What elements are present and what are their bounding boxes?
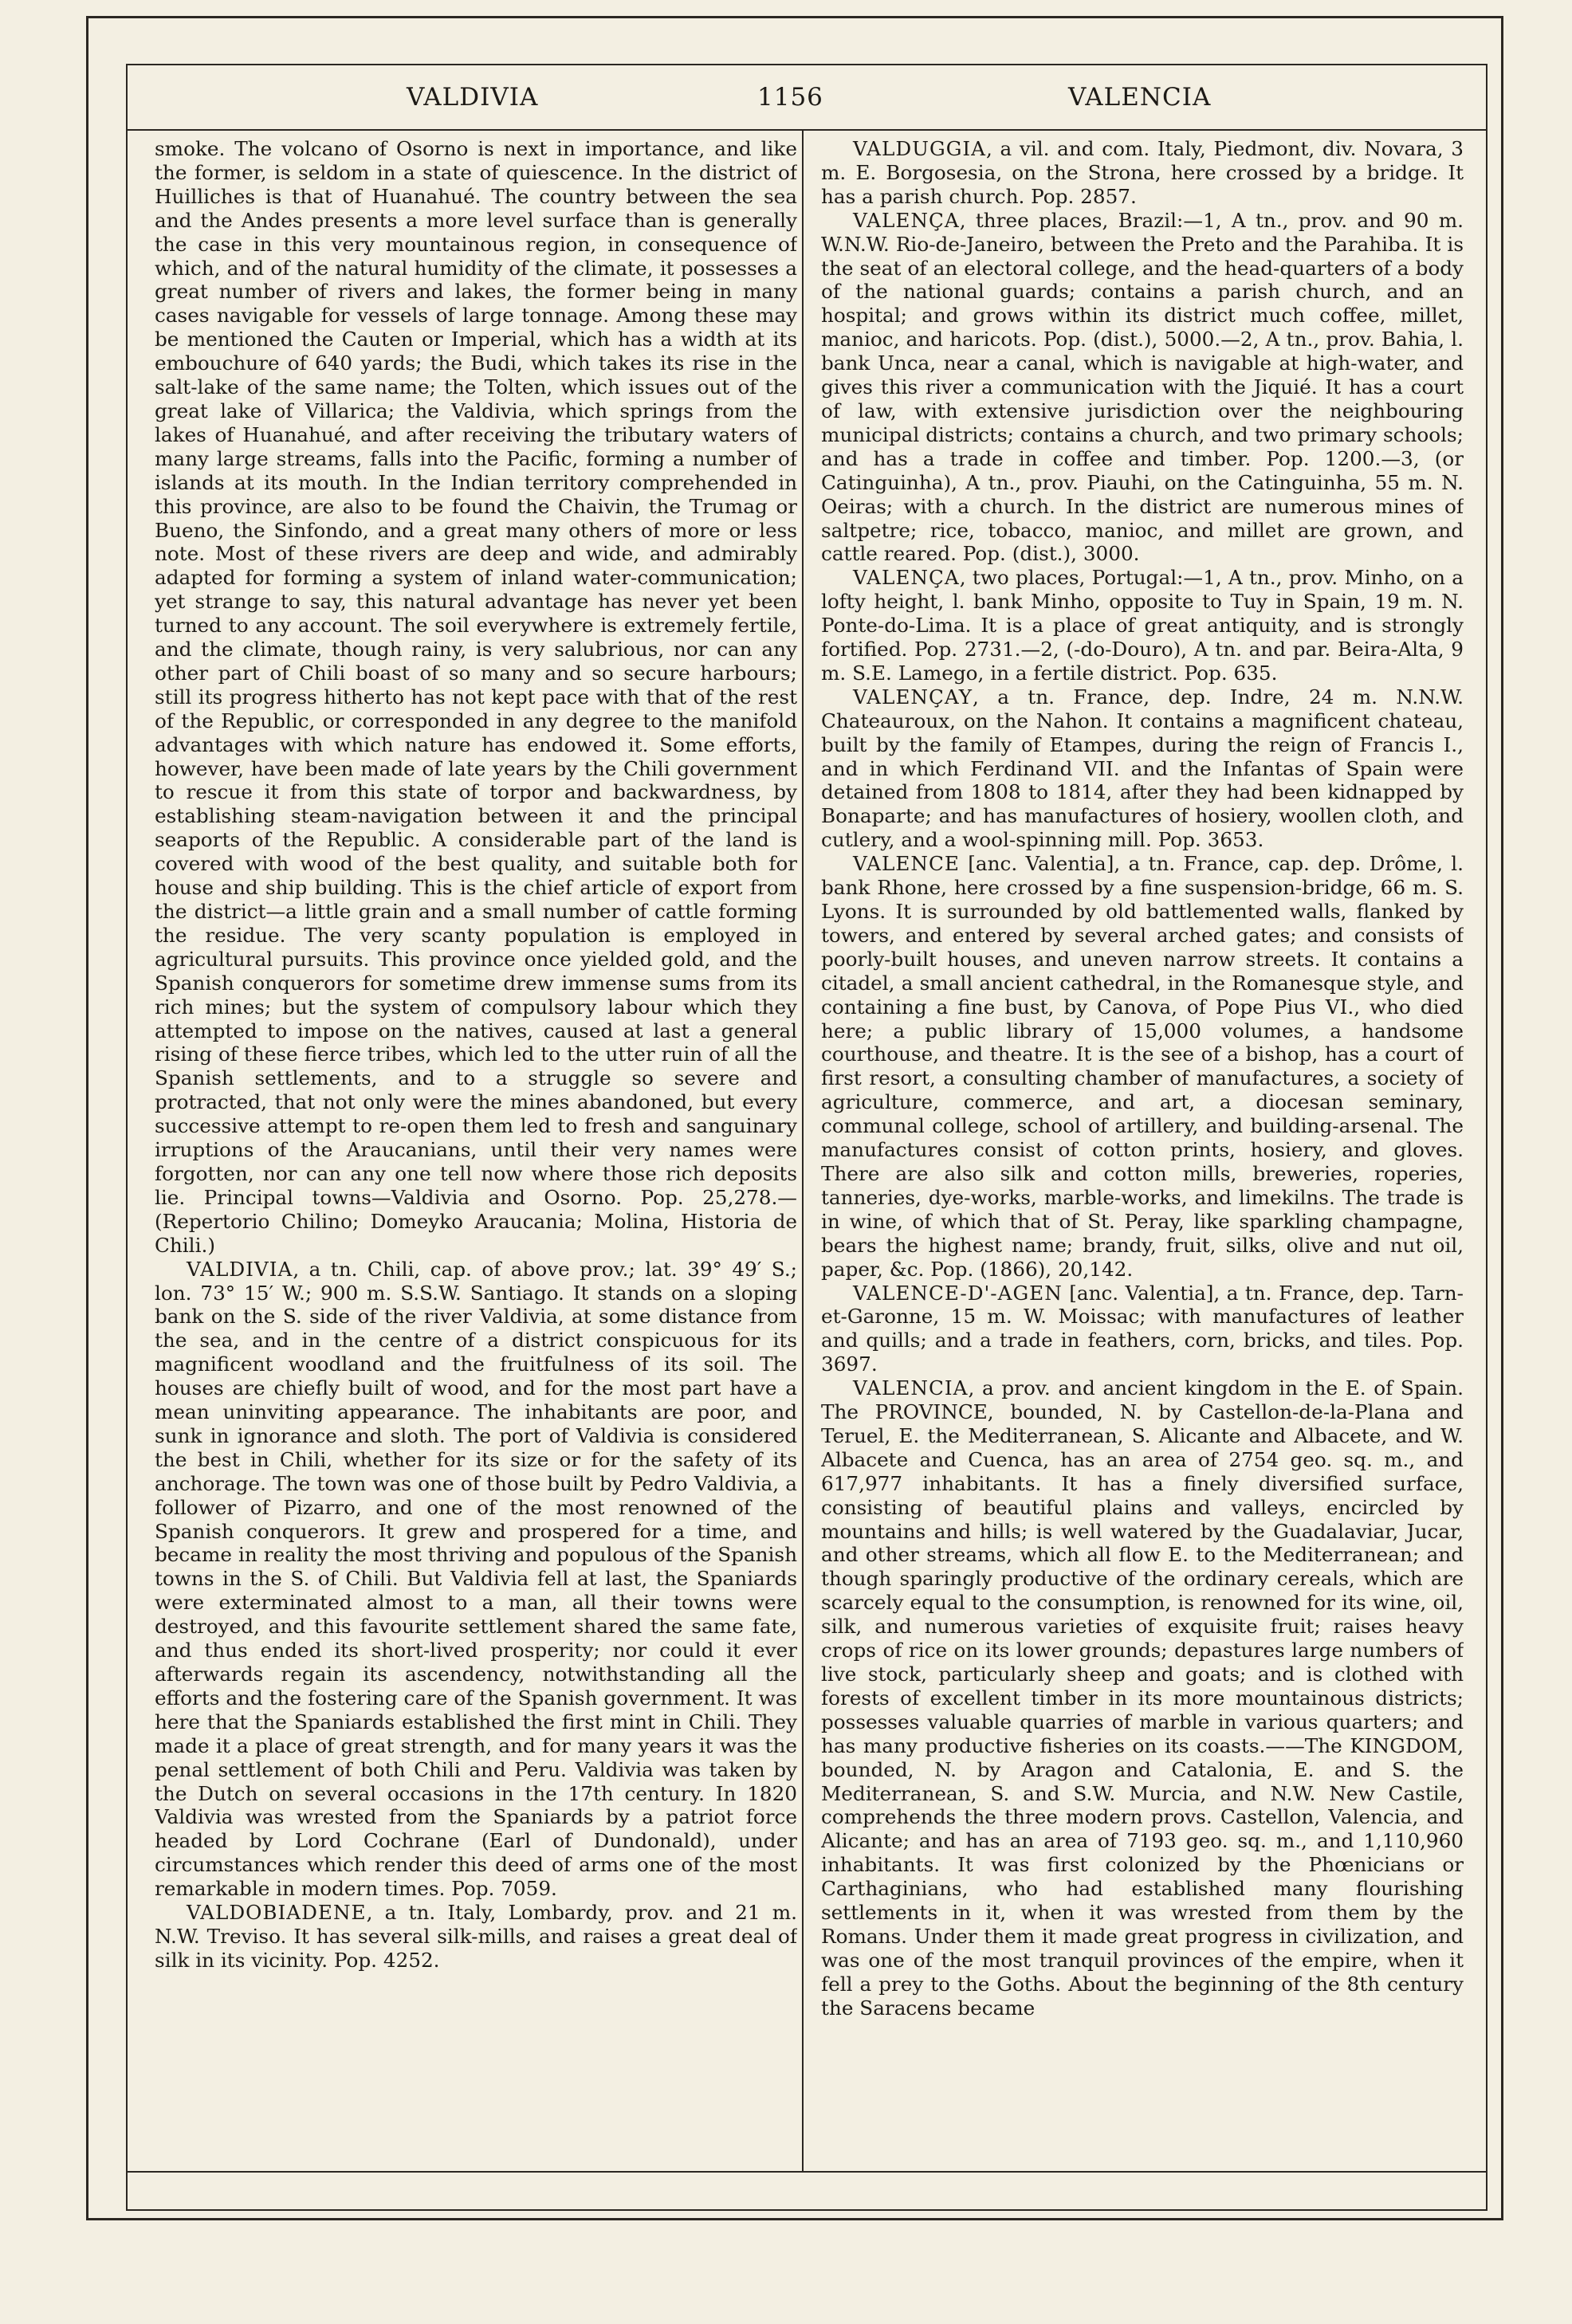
entry-text: , a tn. Italy, Lombardy, prov. and 21 m. N.W. Treviso. It has several silk-mills, and raises a great deal of silk in its vicinity. Pop. 4252. — [155, 1901, 797, 1972]
headword: VALDIVIA — [187, 1257, 293, 1281]
entry-text: , a vil. and com. Italy, Piedmont, div. Novara, 3 m. E. Borgosesia, on the Strona, here crossed by a bridge. It has a parish church. Pop. 2857. — [821, 137, 1464, 208]
left-column — [155, 137, 797, 2165]
entry-text: , a tn. Chili, cap. of above prov.; lat. 39° 49′ S.; lon. 73° 15′ W.; 900 m. S.S.W. Santiago. It stands on a sloping bank on the S. side of the river Valdivia, at some distance from the sea, and in the centre of a district conspicuous for its magnificent woodland and the fruitfulness of its soil. The houses are chiefly built of wood, and for the most part have a mean uninviting appearance. The inhabitants are poor, and sunk in ignorance and sloth. The port of Valdivia is considered the best in Chili, whether for its size or for the safety of its anchorage. The town was one of those built by Pedro Valdivia, a follower of Pizarro, and one of the most renowned of the Spanish conquerors. It grew and prospered for a time, and became in reality the most thriving and populous of the Spanish towns in the S. of Chili. But Valdivia fell at last, the Spaniards were exterminated almost to a man, all their towns were destroyed, and this favourite settlement shared the same fate, and thus ended its short-lived prosperity; nor could it ever afterwards regain its ascendency, notwithstanding all the efforts and the fostering care of the Spanish government. It was here that the Spaniards established the first mint in Chili. They made it a place of great strength, and for many years it was the penal settlement of both Chili and Peru. Valdivia was taken by the Dutch on several occasions in the 17th century. In 1820 Valdivia was wrested from the Spaniards by a patriot force headed by Lord Cochrane (Earl of Dundonald), under circumstances which render this deed of arms one of the most remarkable in modern times. Pop. 7059. — [155, 1257, 797, 1901]
headword: VALENÇAY — [853, 685, 973, 709]
entry-text: , two places, Portugal:—1, A tn., prov. Minho, on a lofty height, l. bank Minho, opposite to Tuy in Spain, 19 m. N. Ponte-do-Lima. It is a place of great antiquity, and is strongly fortified. Pop. 2731.—2, (-do-Douro), A tn. and par. Beira-Alta, 9 m. S.E. Lamego, in a fertile district. Pop. 635. — [821, 566, 1464, 685]
headword: VALDUGGIA — [853, 137, 986, 160]
headword: VALENCE — [853, 852, 960, 876]
entry-text: , a tn. France, dep. Indre, 24 m. N.N.W. Chateauroux, on the Nahon. It contains a magnificent chateau, built by the family of Etampes, during the reign of Francis I., and in which Ferdinand VII. and the Infantas of Spain were detained from 1808 to 1814, after they had been kidnapped by Bonaparte; and has manufactures of hosiery, woollen cloth, and cutlery, and a wool-spinning mill. Pop. 3653. — [821, 685, 1464, 852]
entry-valduggia — [821, 137, 1464, 209]
footer-rule — [126, 2171, 1486, 2173]
entry-text: [anc. Valentia], a tn. France, dep. Tarn-et-Garonne, 15 m. W. Moissac; with manufactures of leather and quills; and a trade in feathers, corn, bricks, and tiles. Pop. 3697. — [821, 1281, 1464, 1376]
entry-valence-d-agen — [821, 1282, 1464, 1377]
entry-text: , three places, Brazil:—1, A tn., prov. and 90 m. W.N.W. Rio-de-Janeiro, between the Preto and the Parahiba. It is the seat of an electoral college, and the head-quarters of a body of the national guards; contains a parish church, and an hospital; and grows within its district much coffee, millet, manioc, and haricots. Pop. (dist.), 5000.—2, A tn., prov. Bahia, l. bank Unca, near a canal, which is navigable at high-water, and gives this river a communication with the Jiquié. It has a court of law, with extensive jurisdiction over the neighbouring municipal districts; contains a church, and two primary schools; and has a trade in coffee and timber. Pop. 1200.—3, (or Catinguinha), A tn., prov. Piauhi, on the Catinguinha, 55 m. N. Oeiras; with a church. In the district are numerous mines of saltpetre; rice, tobacco, manioc, and millet are grown, and cattle reared. Pop. (dist.), 3000. — [821, 208, 1464, 566]
left-continuation — [155, 137, 797, 1258]
page-header — [159, 83, 1467, 123]
headword: VALDOBIADENE — [187, 1901, 367, 1925]
running-head-left: VALDIVIA — [407, 83, 539, 112]
entry-text: smoke. The volcano of Osorno is next in importance, and like the former, is seldom in a state of quiescence. In the district of Huilliches is that of Huanahué. The country between the sea and the Andes presents a more level surface than is generally the case in this very mountainous region, in consequence of which, and of the natural humidity of the climate, it possesses a great number of rivers and lakes, the former being in many cases navigable for vessels of large tonnage. Among these may be mentioned the Cauten or Imperial, which has a width at its embouchure of 640 yards; the Budi, which takes its rise in the salt-lake of the same name; the Tolten, which issues out of the great lake of Villarica; the Valdivia, which springs from the lakes of Huanahué, and after receiving the tributary waters of many large streams, falls into the Pacific, forming a number of islands at its mouth. In the Indian territory comprehended in this province, are also to be found the Chaivin, the Trumag or Bueno, the Sinfondo, and a great many others of more or less note. Most of these rivers are deep and wide, and admirably adapted for forming a system of inland water-communication; yet strange to say, this natural advantage has never yet been turned to any account. The soil everywhere is extremely fertile, and the climate, though rainy, is very salubrious, nor can any other part of Chili boast of so many and so secure harbours; still its progress hitherto has not kept pace with that of the rest of the Republic, or corresponded in any degree to the manifold advantages with which nature has endowed it. Some efforts, however, have been made of late years by the Chili government to rescue it from this state of torpor and backwardness, by establishing steam-navigation between it and the principal seaports of the Republic. A considerable part of the land is covered with wood of the best quality, and suitable both for house and ship building. This is the chief article of export from the district—a little grain and a small number of cattle forming the residue. The very scanty population is employed in agricultural pursuits. This province once yielded gold, and the Spanish conquerors for sometime drew immense sums from its rich mines; but the system of compulsory labour which they attempted to impose on the natives, caused at last a general rising of these fierce tribes, which led to the utter ruin of all the Spanish settlements, and to a struggle so severe and protracted, that not only were the mines abandoned, but every successive attempt to re-open them led to fresh and sanguinary irruptions of the Araucanians, until their very names were forgotten, nor can any one tell now where those rich deposits lie. Principal towns—Valdivia and Osorno. Pop. 25,278.—(Repertorio Chilino; Domeyko Araucania; Molina, Historia de Chili.) — [155, 137, 797, 1257]
entry-valdobiadene — [155, 1901, 797, 1973]
entry-valencia — [821, 1376, 1464, 2020]
entry-valence — [821, 852, 1464, 1281]
entry-text: , a prov. and ancient kingdom in the E. of Spain. The PROVINCE, bounded, N. by Castellon-de-la-Plana and Teruel, E. the Mediterranean, S. Alicante and Albacete, and W. Albacete and Cuenca, has an area of 2754 geo. sq. m., and 617,977 inhabitants. It has a finely diversified surface, consisting of beautiful plains and valleys, encircled by mountains and hills; is well watered by the Guadalaviar, Jucar, and other streams, which all flow E. to the Mediterranean; and though sparingly productive of the ordinary cereals, which are scarcely equal to the consumption, is renowned for its wine, oil, silk, and numerous varieties of exquisite fruit; raises heavy crops of rice on its lower grounds; depastures large numbers of live stock, particularly sheep and goats; and is clothed with forests of excellent timber in its more mountainous districts; possesses valuable quarries of marble in various quarters; and has many productive fisheries on its coasts.——The KINGDOM, bounded, N. by Aragon and Catalonia, E. and S. the Mediterranean, S. and S.W. Murcia, and N.W. New Castile, comprehends the three modern provs. Castellon, Valencia, and Alicante; and has an area of 7193 geo. sq. m., and 1,110,960 inhabitants. It was first colonized by the Phœnicians or Carthaginians, who had established many flourishing settlements in it, when it was wrested from them by the Romans. Under them it made great progress in civilization, and was one of the most tranquil provinces of the empire, when it fell a prey to the Goths. About the beginning of the 8th century the Saracens became — [821, 1376, 1464, 2020]
headword: VALENCIA — [853, 1376, 969, 1400]
entry-valencay — [821, 685, 1464, 852]
headword: VALENCE-D'-AGEN — [853, 1281, 1063, 1305]
page-number: 1156 — [757, 83, 823, 112]
column-divider — [802, 131, 804, 2171]
entry-valenca-brazil — [821, 209, 1464, 567]
headword: VALENÇA — [853, 566, 960, 590]
running-head-right: VALENCIA — [1068, 83, 1212, 112]
entry-valenca-portugal — [821, 566, 1464, 685]
entry-valdivia-town — [155, 1258, 797, 1901]
headword: VALENÇA — [853, 208, 960, 232]
right-column — [821, 137, 1464, 2165]
entry-text: [anc. Valentia], a tn. France, cap. dep. Drôme, l. bank Rhone, here crossed by a fine suspension-bridge, 66 m. S. Lyons. It is surrounded by old battlemented walls, flanked by towers, and entered by several arched gates; and consists of poorly-built houses, and uneven narrow streets. It contains a citadel, a small ancient cathedral, in the Romanesque style, and containing a fine bust, by Canova, of Pope Pius VI., who died here; a public library of 15,000 volumes, a handsome courthouse, and theatre. It is the see of a bishop, has a court of first resort, a consulting chamber of manufactures, a society of agriculture, commerce, and art, a diocesan seminary, communal college, school of artillery, and building-arsenal. The manufactures consist of cotton prints, hosiery, and gloves. There are also silk and cotton mills, breweries, roperies, tanneries, dye-works, marble-works, and limekilns. The trade is in wine, of which that of St. Peray, like sparkling champagne, bears the highest name; brandy, fruit, silks, olive and nut oil, paper, &c. Pop. (1866), 20,142. — [821, 852, 1464, 1281]
header-rule — [126, 129, 1486, 131]
